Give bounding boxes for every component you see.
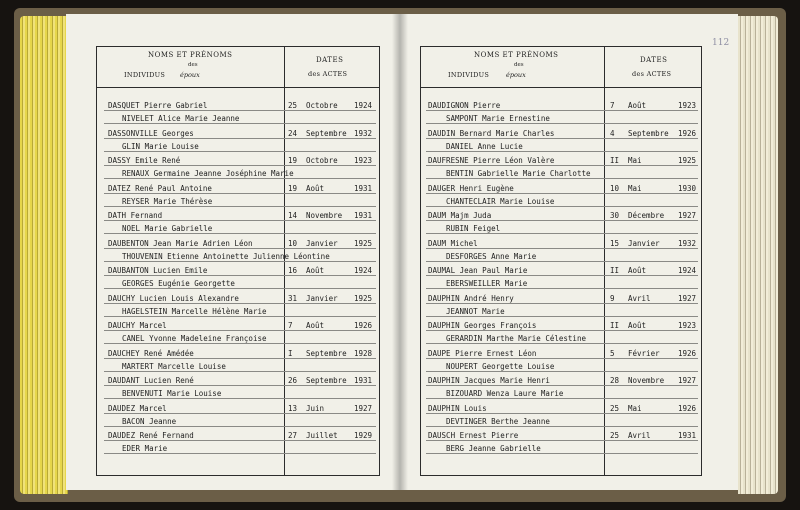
entry-month: Janvier: [306, 293, 338, 303]
entry-day: II: [610, 266, 620, 275]
entry-day: 25: [288, 101, 298, 110]
entry-wife: DANIEL Anne Lucie: [446, 141, 523, 151]
entry-husband: DAUBENTON Jean Marie Adrien Léon: [108, 238, 253, 248]
entry-wife: GERARDIN Marthe Marie Célestine: [446, 334, 586, 343]
entry-rule: [426, 275, 698, 276]
entry-month: Janvier: [628, 238, 660, 248]
left-header-individus: INDIVIDUS: [124, 71, 166, 79]
entry-year: 1924: [678, 266, 697, 275]
right-header-noms: NOMS ET PRÉNOMS: [474, 51, 559, 59]
entry-month: Janvier: [306, 238, 338, 248]
entry-year: 1926: [678, 348, 697, 358]
entry-rule: [426, 371, 698, 372]
entry-month: Septembre: [306, 376, 347, 385]
entry-rule: [104, 206, 376, 207]
entry-year: 1932: [354, 128, 373, 138]
entry-rule: [426, 233, 698, 234]
entry-wife: NOUPERT Georgette Louise: [446, 361, 555, 371]
entry-year: 1924: [354, 101, 373, 110]
entry-rule: [104, 440, 376, 441]
entry-month: Octobre: [306, 101, 338, 110]
left-header-noms: NOMS ET PRÉNOMS: [148, 51, 233, 59]
entry-wife: RUBIN Feigel: [446, 224, 501, 233]
entry-husband: DAUPHIN Jacques Marie Henri: [428, 376, 550, 385]
entry-wife: THOUVENIN Etienne Antoinette Julienne Léontine: [122, 251, 330, 261]
entry-husband: DAUDIGNON Pierre: [428, 101, 501, 110]
left-page-edges: [20, 16, 68, 494]
entry-rule: [426, 303, 698, 304]
entry-rule: [104, 316, 376, 317]
entry-rule: [426, 413, 698, 414]
entry-year: 1927: [678, 211, 697, 220]
entry-rule: [104, 178, 376, 179]
entry-month: Août: [628, 266, 647, 275]
entry-husband: DAUFRESNE Pierre Léon Valère: [428, 156, 555, 165]
entry-day: 27: [288, 431, 298, 440]
entry-day: 24: [288, 128, 298, 138]
entry-rule: [426, 398, 698, 399]
entry-rule: [104, 288, 376, 289]
entry-rule: [104, 453, 376, 454]
entry-year: 1931: [354, 183, 373, 193]
entry-husband: DAUCHY Marcel: [108, 321, 167, 330]
entry-rule: [426, 385, 698, 386]
entry-year: 1926: [678, 403, 697, 413]
entry-husband: DAUDEZ René Fernand: [108, 431, 194, 440]
entry-husband: DASSY Emile René: [108, 156, 181, 165]
entry-rule: [426, 288, 698, 289]
entry-husband: DAUDANT Lucien René: [108, 376, 194, 385]
entry-rule: [426, 248, 698, 249]
entry-day: 19: [288, 183, 298, 193]
entry-wife: REYSER Marie Thérèse: [122, 196, 213, 206]
entry-month: Août: [306, 321, 325, 330]
entry-husband: DAUDEZ Marcel: [108, 403, 167, 413]
entry-rule: [104, 123, 376, 124]
right-header-des-actes: des ACTES: [632, 70, 672, 78]
right-page-edges: [738, 16, 778, 494]
entry-year: 1931: [678, 431, 697, 440]
entry-wife: EDER Marie: [122, 444, 168, 453]
entry-rule: [426, 220, 698, 221]
entry-year: 1926: [678, 128, 697, 138]
entry-month: Septembre: [628, 128, 669, 138]
entry-year: 1925: [354, 238, 373, 248]
entry-day: II: [610, 321, 620, 330]
entry-day: 5: [610, 348, 615, 358]
entry-rule: [104, 138, 376, 139]
entry-rule: [104, 303, 376, 304]
entry-month: Avril: [628, 293, 651, 303]
entry-husband: DAUM Majm Juda: [428, 211, 492, 220]
entry-rule: [426, 358, 698, 359]
entry-year: 1930: [678, 183, 697, 193]
entry-wife: CHANTECLAIR Marie Louise: [446, 196, 555, 206]
entry-day: 14: [288, 211, 298, 220]
entry-month: Août: [306, 183, 325, 193]
entry-husband: DASSONVILLE Georges: [108, 128, 194, 138]
entry-year: 1927: [678, 293, 697, 303]
entry-month: Décembre: [628, 211, 665, 220]
entry-rule: [426, 206, 698, 207]
entry-rule: [104, 385, 376, 386]
entry-husband: DATH Fernand: [108, 211, 163, 220]
entry-day: I: [288, 348, 293, 358]
entry-rule: [426, 138, 698, 139]
entry-year: 1928: [354, 348, 373, 358]
entry-wife: BENTIN Gabrielle Marie Charlotte: [446, 169, 591, 178]
page-number: 112: [712, 38, 730, 48]
entry-day: II: [610, 156, 620, 165]
entry-day: 4: [610, 128, 615, 138]
entry-wife: HAGELSTEIN Marcelle Hélène Marie: [122, 306, 267, 316]
entry-wife: NOEL Marie Gabrielle: [122, 224, 213, 233]
entry-year: 1931: [354, 376, 373, 385]
entry-month: Avril: [628, 431, 651, 440]
entry-year: 1927: [678, 376, 697, 385]
entry-day: 10: [610, 183, 620, 193]
entry-rule: [426, 178, 698, 179]
entry-day: 28: [610, 376, 620, 385]
entry-rule: [104, 151, 376, 152]
entry-wife: BERG Jeanne Gabrielle: [446, 444, 541, 453]
entry-day: 13: [288, 403, 298, 413]
entry-rule: [104, 110, 376, 111]
entry-wife: EBERSWEILLER Marie: [446, 279, 528, 288]
entry-rule: [426, 193, 698, 194]
left-header-dates: DATES: [316, 56, 344, 64]
entry-wife: DEVTINGER Berthe Jeanne: [446, 416, 550, 426]
entry-year: 1923: [354, 156, 373, 165]
entry-husband: DASQUET Pierre Gabriel: [108, 101, 208, 110]
entry-rule: [104, 358, 376, 359]
right-header-rule: [420, 87, 702, 88]
entry-day: 25: [610, 403, 620, 413]
entry-husband: DAUPHIN André Henry: [428, 293, 514, 303]
left-header-epoux: époux: [180, 71, 200, 79]
entry-husband: DAUSCH Ernest Pierre: [428, 431, 519, 440]
left-header-rule: [96, 87, 380, 88]
entry-wife: JEANNOT Marie: [446, 306, 505, 316]
entry-year: 1931: [354, 211, 373, 220]
entry-rule: [104, 193, 376, 194]
entry-month: Mai: [628, 403, 642, 413]
right-header-des: des: [514, 62, 524, 68]
entry-rule: [104, 165, 376, 166]
entry-husband: DAUCHY Lucien Louis Alexandre: [108, 293, 239, 303]
entry-month: Novembre: [628, 376, 665, 385]
entry-husband: DAUPHIN Louis: [428, 403, 487, 413]
entry-rule: [104, 220, 376, 221]
entry-rule: [104, 233, 376, 234]
entry-day: 7: [288, 321, 293, 330]
entry-rule: [426, 343, 698, 344]
entry-wife: RENAUX Germaine Jeanne Joséphine Marie: [122, 169, 294, 178]
entry-husband: DAUCHEY René Amédée: [108, 348, 194, 358]
right-header-dates: DATES: [640, 56, 668, 64]
entry-husband: DAUGER Henri Eugène: [428, 183, 514, 193]
entry-rule: [426, 123, 698, 124]
entry-rule: [104, 261, 376, 262]
entry-month: Octobre: [306, 156, 338, 165]
entry-rule: [104, 398, 376, 399]
entry-husband: DAUPHIN Georges François: [428, 321, 537, 330]
entry-wife: DESFORGES Anne Marie: [446, 251, 537, 261]
entry-rule: [426, 261, 698, 262]
entry-husband: DATEZ René Paul Antoine: [108, 183, 212, 193]
entry-wife: BACON Jeanne: [122, 416, 177, 426]
entry-day: 30: [610, 211, 620, 220]
entry-day: 19: [288, 156, 298, 165]
entry-rule: [104, 275, 376, 276]
right-header-individus: INDIVIDUS: [448, 71, 490, 79]
entry-day: 16: [288, 266, 298, 275]
entry-day: 10: [288, 238, 298, 248]
entry-day: 26: [288, 376, 298, 385]
entry-rule: [104, 371, 376, 372]
book-gutter: [392, 14, 408, 490]
entry-day: 25: [610, 431, 620, 440]
entry-wife: GLIN Marie Louise: [122, 141, 199, 151]
entry-husband: DAUMAL Jean Paul Marie: [428, 266, 528, 275]
entry-month: Février: [628, 348, 660, 358]
entry-year: 1923: [678, 101, 697, 110]
entry-wife: GEORGES Eugénie Georgette: [122, 279, 235, 288]
entry-month: Septembre: [306, 128, 347, 138]
entry-rule: [104, 343, 376, 344]
entry-month: Novembre: [306, 211, 343, 220]
entry-rule: [426, 110, 698, 111]
entry-rule: [426, 453, 698, 454]
entry-month: Septembre: [306, 348, 347, 358]
entry-month: Août: [628, 321, 647, 330]
entry-wife: SAMPONT Marie Ernestine: [446, 114, 550, 123]
entry-year: 1927: [354, 403, 373, 413]
entry-rule: [104, 426, 376, 427]
entry-rule: [426, 165, 698, 166]
left-header-des: des: [188, 62, 198, 68]
entry-day: 15: [610, 238, 620, 248]
entry-month: Mai: [628, 156, 642, 165]
entry-month: Juin: [306, 403, 325, 413]
entry-day: 31: [288, 293, 298, 303]
entry-year: 1932: [678, 238, 697, 248]
entry-year: 1925: [354, 293, 373, 303]
entry-year: 1929: [354, 431, 373, 440]
entry-rule: [104, 330, 376, 331]
entry-wife: BENVENUTI Marie Louise: [122, 389, 222, 398]
entry-year: 1924: [354, 266, 373, 275]
entry-year: 1923: [678, 321, 697, 330]
entry-rule: [104, 413, 376, 414]
entry-rule: [426, 426, 698, 427]
entry-month: Août: [628, 101, 647, 110]
entry-rule: [426, 440, 698, 441]
entry-day: 7: [610, 101, 615, 110]
entry-month: Juillet: [306, 431, 338, 440]
entry-year: 1926: [354, 321, 373, 330]
entry-rule: [104, 248, 376, 249]
entry-month: Août: [306, 266, 325, 275]
left-header-des-actes: des ACTES: [308, 70, 348, 78]
entry-wife: CANEL Yvonne Madeleine Françoise: [122, 334, 267, 343]
entry-husband: DAUDIN Bernard Marie Charles: [428, 128, 555, 138]
entry-husband: DAUBANTON Lucien Emile: [108, 266, 208, 275]
entry-wife: BIZOUARD Wenza Laure Marie: [446, 389, 564, 398]
entry-wife: MARTERT Marcelle Louise: [122, 361, 226, 371]
entry-rule: [426, 316, 698, 317]
entry-rule: [426, 330, 698, 331]
entry-wife: NIVELET Alice Marie Jeanne: [122, 114, 240, 123]
right-header-epoux: époux: [506, 71, 526, 79]
entry-year: 1925: [678, 156, 697, 165]
entry-day: 9: [610, 293, 615, 303]
entry-husband: DAUPE Pierre Ernest Léon: [428, 348, 537, 358]
entry-month: Mai: [628, 183, 642, 193]
entry-husband: DAUM Michel: [428, 238, 478, 248]
entry-rule: [426, 151, 698, 152]
